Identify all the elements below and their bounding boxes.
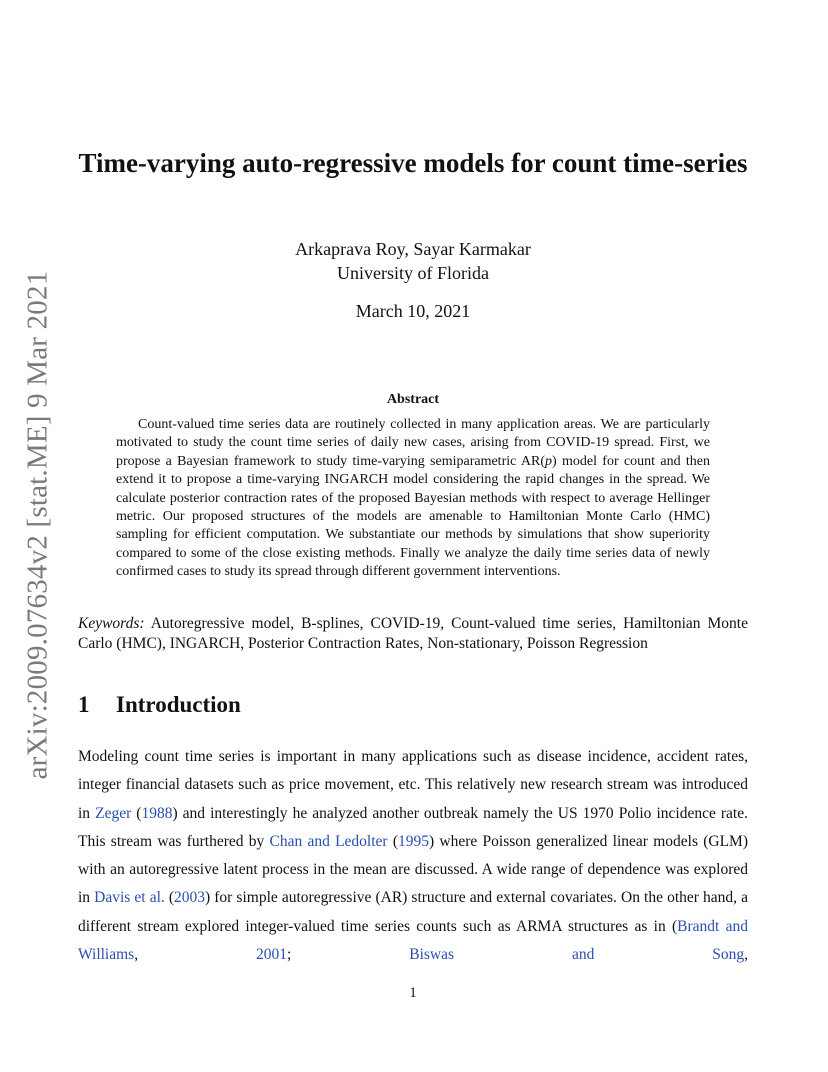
abstract-heading: Abstract xyxy=(386,392,440,407)
introduction-paragraph xyxy=(78,743,748,969)
abstract-text xyxy=(116,416,710,582)
intro-text: ) where Poisson generalized linear models (GLM) with an autoregressive latent process in the mean are discussed. A wide range of dependence was explored in xyxy=(78,832,748,907)
citation-link-brandt-williams[interactable]: Brandt and Williams xyxy=(78,917,748,964)
section-heading-introduction xyxy=(78,692,241,718)
intro-text: ; xyxy=(287,946,410,964)
intro-text: ( xyxy=(164,889,175,907)
citation-link-davis[interactable]: Davis et al. xyxy=(94,889,165,907)
abstract-math-p: p xyxy=(545,453,552,469)
citation-link-zeger-year[interactable]: 1988 xyxy=(141,804,173,822)
intro-text: , xyxy=(744,946,748,964)
section-title: Introduction xyxy=(116,692,241,717)
keywords-paragraph xyxy=(78,614,748,654)
citation-link-chan-ledolter[interactable]: Chan and Ledolter xyxy=(269,832,388,850)
publication-date: March 10, 2021 xyxy=(355,301,471,321)
intro-text: ( xyxy=(131,804,142,822)
intro-text: , xyxy=(134,946,256,964)
citation-link-zeger[interactable]: Zeger xyxy=(95,804,132,822)
paper-title: Time-varying auto-regressive models for count time-series xyxy=(78,148,748,178)
intro-text: Modeling count time series is important in many applications such as disease incidence, accident rates, integer financial datasets such as price movement, etc. This relatively new research stream was introduced in xyxy=(78,748,748,822)
abstract-text-part-2: ) model for count and then extend it to propose a time-varying INGARCH model considering the rapid changes in the spread. We calculate posterior contraction rates of the proposed Bayesian methods with respect to average Hellinger metric. Our proposed structures of the models are amenable to Hamiltonian Monte Carlo (HMC) sampling for efficient computation. We substantiate our methods by simulations that show superiority compared to some of the close existing methods. Finally we analyze the daily time series data of newly confirmed cases to study its spread through different government interventions. xyxy=(116,453,710,580)
intro-text: ) and interestingly he analyzed another outbreak namely the US 1970 Polio incidence rate. This stream was furthered by xyxy=(78,804,748,850)
keywords-list: Autoregressive model, B-splines, COVID-19, Count-valued time series, Hamiltonian Monte Carlo (HMC), INGARCH, Posterior Contraction Rates, Non-stationary, Poisson Regression xyxy=(78,615,748,652)
citation-link-biswas-song[interactable]: Biswas and Song xyxy=(409,946,745,964)
intro-text: ( xyxy=(387,832,398,850)
page-number: 1 xyxy=(409,985,417,1001)
abstract-text-part-1: Count-valued time series data are routinely collected in many application areas. We are particularly motivated to study the count time series of daily new cases, arising from COVID-19 spread. First, we propose a Bayesian framework to study time-varying semiparametric AR( xyxy=(116,417,710,469)
arxiv-identifier-stamp: arXiv:2009.07634v2 [stat.ME] 9 Mar 2021 xyxy=(21,270,54,780)
keywords-label: Keywords: xyxy=(78,615,145,632)
citation-link-davis-year[interactable]: 2003 xyxy=(174,889,206,907)
intro-text: ) for simple autoregressive (AR) structure and external covariates. On the other hand, a different stream explored integer-valued time series counts such as ARMA structures as in ( xyxy=(78,889,748,935)
author-affiliation: University of Florida xyxy=(337,263,489,283)
author-list: Arkaprava Roy, Sayar Karmakar xyxy=(295,239,531,259)
section-number: 1 xyxy=(78,692,90,717)
citation-link-chan-ledolter-year[interactable]: 1995 xyxy=(398,832,429,850)
citation-link-brandt-williams-year[interactable]: 2001 xyxy=(256,946,287,964)
